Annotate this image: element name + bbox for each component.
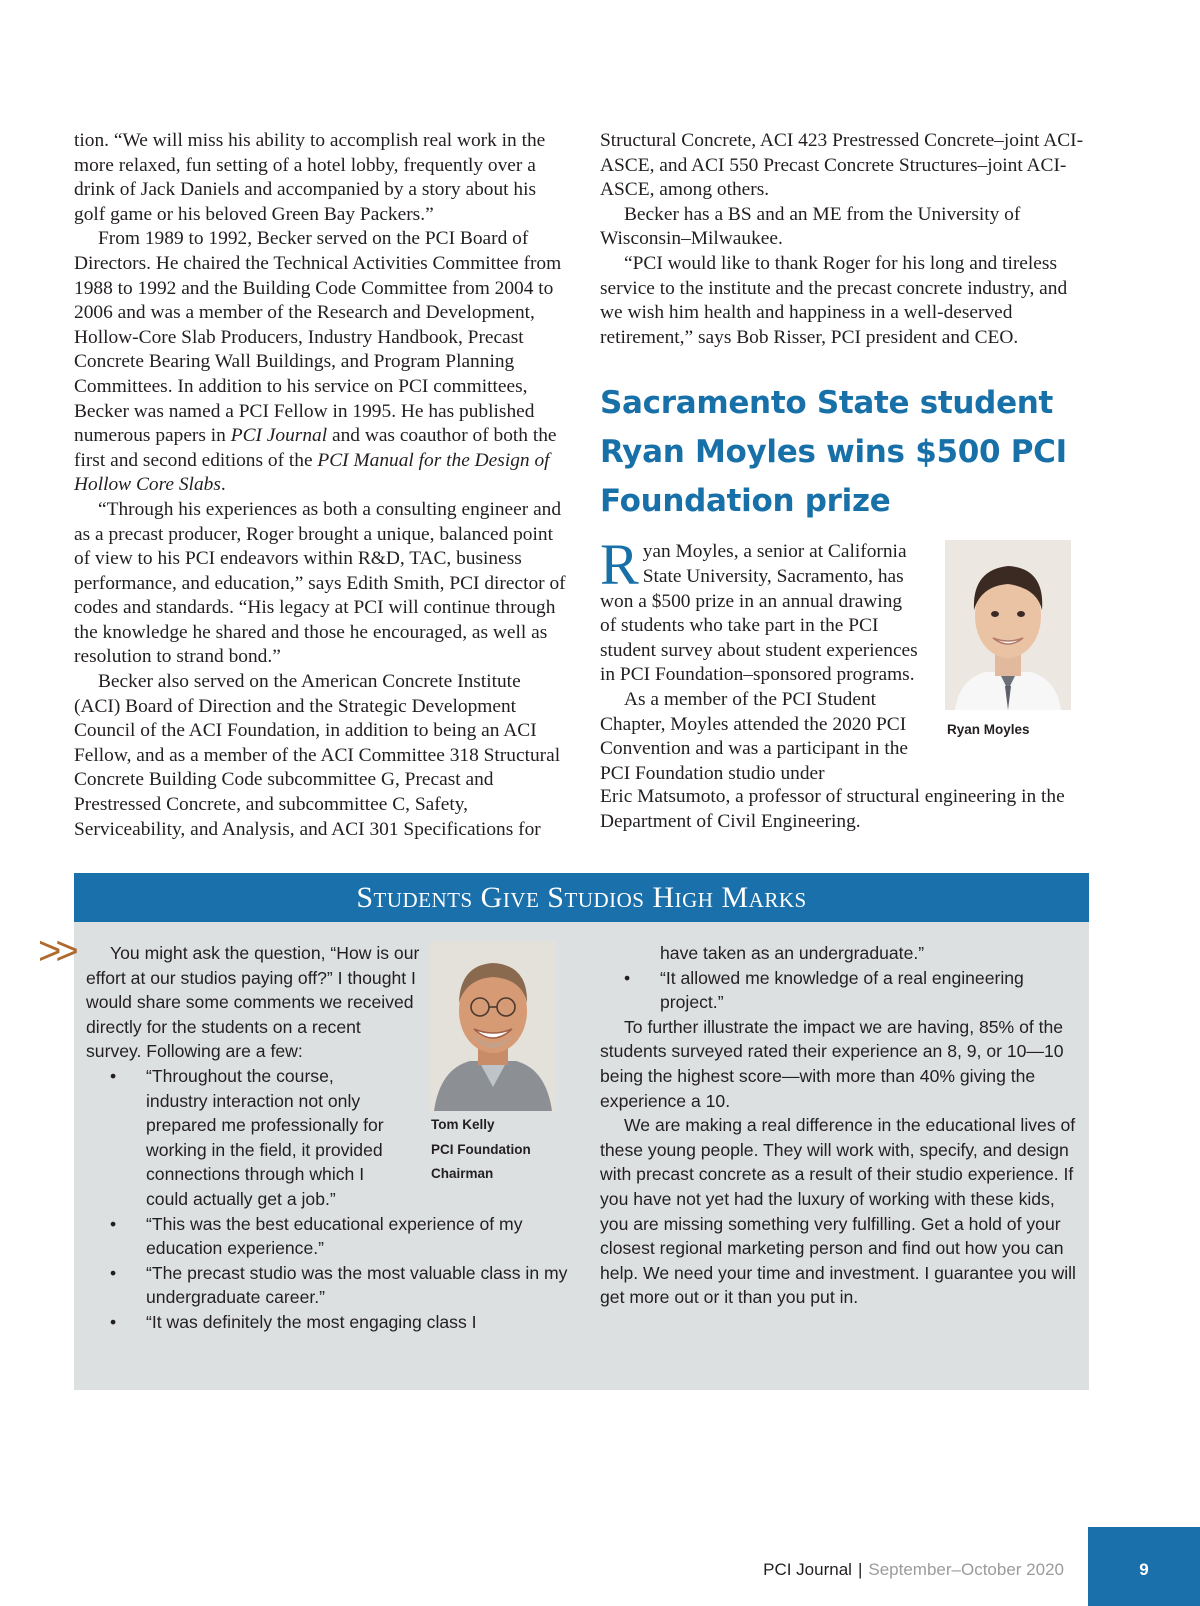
quote-text: “It was definitely the most engaging class I [146, 1311, 477, 1332]
article-headline: Sacramento State student Ryan Moyles wins $500 PCI Foundation prize [600, 385, 1067, 520]
paragraph: “PCI would like to thank Roger for his long and tireless service to the institute and the precast concrete industry, and we wish him health and happiness in a well-deserved retirement,” says Bob Risser, PCI president and CEO. [600, 252, 1068, 348]
italic-title: PCI Manual for the Design of Hollow Core Slabs [74, 449, 550, 496]
footer-journal-name: PCI Journal [763, 1560, 852, 1579]
quote-text: “It allowed me knowledge of a real engineering project.” [660, 967, 1024, 1013]
quote-text: “The precast studio was the most valuable class in my undergraduate career.” [146, 1262, 568, 1308]
double-arrow-icon: >> [38, 929, 73, 973]
paragraph: tion. “We will miss his ability to accomplish real work in the more relaxed, fun setting of a hotel lobby, frequently over a drink of Jack Daniels and accompanied by a story about his golf game or his beloved Green Bay Packers.” [74, 130, 546, 225]
ryan-moyles-photo [945, 540, 1071, 710]
left-column [74, 129, 566, 842]
quote-text: “Throughout the course, industry interaction not only prepared me professionally for working in the field, it provided connections through which I could actually get a job.” [146, 1065, 384, 1209]
portrait-image [430, 941, 556, 1111]
list-item [86, 1261, 586, 1310]
bullet: • [110, 1311, 117, 1332]
photo-caption: Ryan Moyles [947, 722, 1030, 738]
list-item [86, 1064, 396, 1212]
list-item [600, 966, 1080, 1015]
list-item [86, 1310, 586, 1335]
caption-name: Tom Kelly [431, 1117, 495, 1132]
paragraph [600, 532, 922, 688]
page-number: 9 [1088, 1527, 1200, 1606]
caption-role: PCI Foundation [431, 1141, 531, 1157]
paragraph: We are making a real difference in the educational lives of these young people. They will work with, specify, and design with precast concrete as a result of their studio experience. If you have not yet had the luxury of working with these kids, you are missing something very fulfilling. Get a hold of your closest regional marketing person and find out how you can help. We need your time and investment. I guarantee you will get more out or it than you put in. [600, 1115, 1076, 1308]
portrait-image [945, 540, 1071, 710]
bullet: • [110, 1065, 117, 1086]
paragraph: Becker also served on the American Concrete Institute (ACI) Board of Direction and the Strategic Development Council of the ACI Foundation, in addition to being an ACI Fellow, and as a member of the ACI Committee 318 Structural Concrete Building Code subcommittee G, Precast and Prestressed Concrete, and subcommittee C, Safety, Serviceability, and Analysis, and ACI 301 Specifications for [74, 671, 561, 840]
text-run: From 1989 to 1992, Becker served on the PCI Board of Directors. He chaired the Technical Activities Committee from 1988 to 1992 and the Building Code Committee from 2004 to 2006 and was a member of the Research and Development, Hollow-Core Slab Producers, Industry Handbook, Precast Concrete Bearing Wall Buildings, and Program Planning Committees. In addition to his service on PCI committees, Becker was named a PCI Fellow in 1995. He has published numerous papers in [74, 228, 562, 447]
bullet: • [110, 1262, 117, 1283]
paragraph: As a member of the PCI Student Chapter, Moyles attended the 2020 PCI Convention and was a participant in the PCI Foundation studio under [600, 688, 909, 784]
quote-text: “This was the best educational experience of my education experience.” [146, 1213, 523, 1259]
sidebar-right-column [600, 941, 1080, 1310]
story-block [600, 532, 1094, 835]
page-footer [763, 1558, 1064, 1582]
quote-continuation: have taken as an undergraduate.” [660, 943, 925, 963]
sidebar-intro: You might ask the question, “How is our effort at our studios paying off?” I thought I would share some comments we received directly for the students on a recent survey. Following are a few: [86, 943, 420, 1062]
footer-issue-date: September–October 2020 [868, 1560, 1064, 1579]
paragraph [74, 227, 566, 498]
paragraph: To further illustrate the impact we are having, 85% of the students surveyed rated their experience an 8, 9, or 10—10 being the highest score—with more than 40% giving the experience a 10. [600, 1016, 1064, 1111]
text-run: and was coauthor of both the first and second editions of the [74, 425, 557, 471]
drop-cap: R [600, 532, 639, 598]
paragraph: Eric Matsumoto, a professor of structural engineering in the Department of Civil Engineering. [600, 786, 1065, 832]
text-run: yan Moyles, a senior at California State University, Sacramento, has won a $500 prize in an annual drawing of students who take part in the PCI student survey about student experiences in PCI Foundation–sponsored programs. [600, 541, 918, 686]
list-item [86, 1212, 586, 1261]
sidebar-box [38, 873, 1089, 1390]
italic-title: PCI Journal [230, 425, 328, 447]
bullet: • [624, 967, 631, 988]
text-run: . [220, 474, 226, 496]
caption-role: Chairman [431, 1166, 494, 1181]
sidebar-title: Students Give Studios High Marks [74, 873, 1089, 922]
tom-kelly-photo [430, 941, 556, 1111]
quote-list [600, 966, 1080, 1015]
photo-caption [431, 1113, 531, 1187]
story-text [600, 532, 922, 786]
paragraph: Structural Concrete, ACI 423 Prestressed Concrete–joint ACI-ASCE, and ACI 550 Precast Concrete Structures–joint ACI-ASCE, among others. [600, 130, 1084, 201]
bullet: • [110, 1213, 117, 1234]
paragraph: “Through his experiences as both a consulting engineer and as a precast producer, Roger brought a unique, balanced point of view to his PCI endeavors within R&D, TAC, business performance, and education,” says Edith Smith, PCI director of codes and standards. “His legacy at PCI will continue through the knowledge he shared and those he encouraged, as well as resolution to strand bond.” [74, 498, 566, 668]
paragraph: Becker has a BS and an ME from the University of Wisconsin–Milwaukee. [600, 203, 1021, 250]
right-column [600, 129, 1094, 835]
footer-separator: | [857, 1560, 863, 1579]
